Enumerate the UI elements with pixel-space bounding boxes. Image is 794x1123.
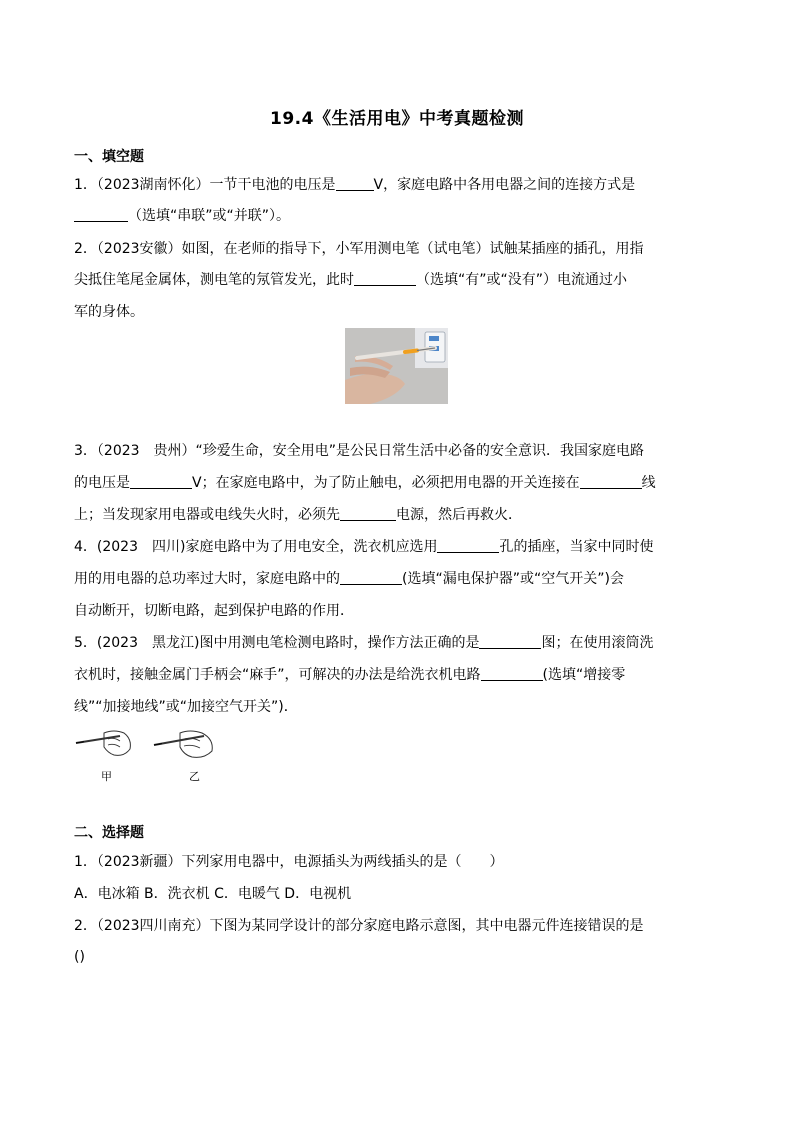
- fill-q4-line3: 自动断开，切断电路，起到保护电路的作用．: [74, 603, 354, 619]
- fill-q2-line2: 尖抵住笔尾金属体，测电笔的氖管发光，此时 （选填“有”或“没有”）电流通过小: [74, 272, 628, 288]
- answer-blank[interactable]: [340, 570, 402, 585]
- fill-q1-line1: 1．（2023湖南怀化）一节干电池的电压是 V，家庭电路中各用电器之间的连接方式是: [74, 177, 636, 193]
- answer-blank[interactable]: [481, 666, 543, 681]
- choice-q2-paren: (): [74, 949, 85, 965]
- choice-q1-options: A．电冰箱 B．洗衣机 C．电暖气 D．电视机: [74, 886, 352, 902]
- fill-q4-line1: 4．(2023 四川)家庭电路中为了用电安全，洗衣机应选用 孔的插座，当家中同时使: [74, 539, 654, 555]
- section-fill-heading: 一、填空题: [74, 149, 144, 165]
- fill-q3-line1: 3．（2023 贵州）“珍爱生命，安全用电”是公民日常生活中必备的安全意识．我国家庭电路: [74, 443, 645, 459]
- fill-q2-line1: 2．（2023安徽）如图，在老师的指导下，小军用测电笔（试电笔）试触某插座的插孔，用指: [74, 241, 644, 257]
- answer-blank[interactable]: [130, 474, 192, 489]
- fill-q1-line2: （选填“串联”或“并联”）。: [74, 206, 724, 226]
- answer-blank[interactable]: [336, 176, 374, 191]
- figure-jia-hand-pen: [74, 727, 134, 767]
- answer-blank[interactable]: [479, 634, 541, 649]
- choice-q2-stem: 2．（2023四川南充）下图为某同学设计的部分家庭电路示意图，其中电器元件连接错误的是: [74, 918, 644, 934]
- choice-q1-stem: 1．（2023新疆）下列家用电器中，电源插头为两线插头的是（ ）: [74, 854, 504, 870]
- fill-q3-line3: 上；当发现家用电器或电线失火时，必须先 电源，然后再救火．: [74, 507, 522, 523]
- fill-q5-line1: 5．(2023 黑龙江)图中用测电笔检测电路时，操作方法正确的是 图；在使用滚筒洗: [74, 635, 654, 651]
- answer-blank[interactable]: [437, 538, 499, 553]
- answer-blank[interactable]: [354, 271, 416, 286]
- fill-q4-line2: 用的用电器的总功率过大时，家庭电路中的 (选填“漏电保护器”或“空气开关”)会: [74, 571, 624, 587]
- page-title: 19.4《生活用电》中考真题检测: [270, 109, 524, 129]
- fill-q5-line2: 衣机时，接触金属门手柄会“麻手”，可解决的办法是给洗衣机电路 (选填“增接零: [74, 667, 626, 683]
- fill-q2-line3: 军的身体。: [74, 304, 144, 320]
- figure-label-yi: 乙: [189, 770, 200, 783]
- answer-blank[interactable]: [340, 506, 396, 521]
- figure-label-jia: 甲: [101, 770, 112, 783]
- figure-yi-hand-pen: [152, 727, 218, 767]
- test-pen-photo: [345, 328, 448, 404]
- answer-blank[interactable]: [580, 474, 642, 489]
- fill-q3-line2: 的电压是 V；在家庭电路中，为了防止触电，必须把用电器的开关连接在 线: [74, 475, 656, 491]
- section-choice-heading: 二、选择题: [74, 825, 144, 841]
- answer-blank[interactable]: [74, 207, 128, 222]
- fill-q5-line3: 线”“加接地线”或“加接空气开关”)．: [74, 699, 298, 715]
